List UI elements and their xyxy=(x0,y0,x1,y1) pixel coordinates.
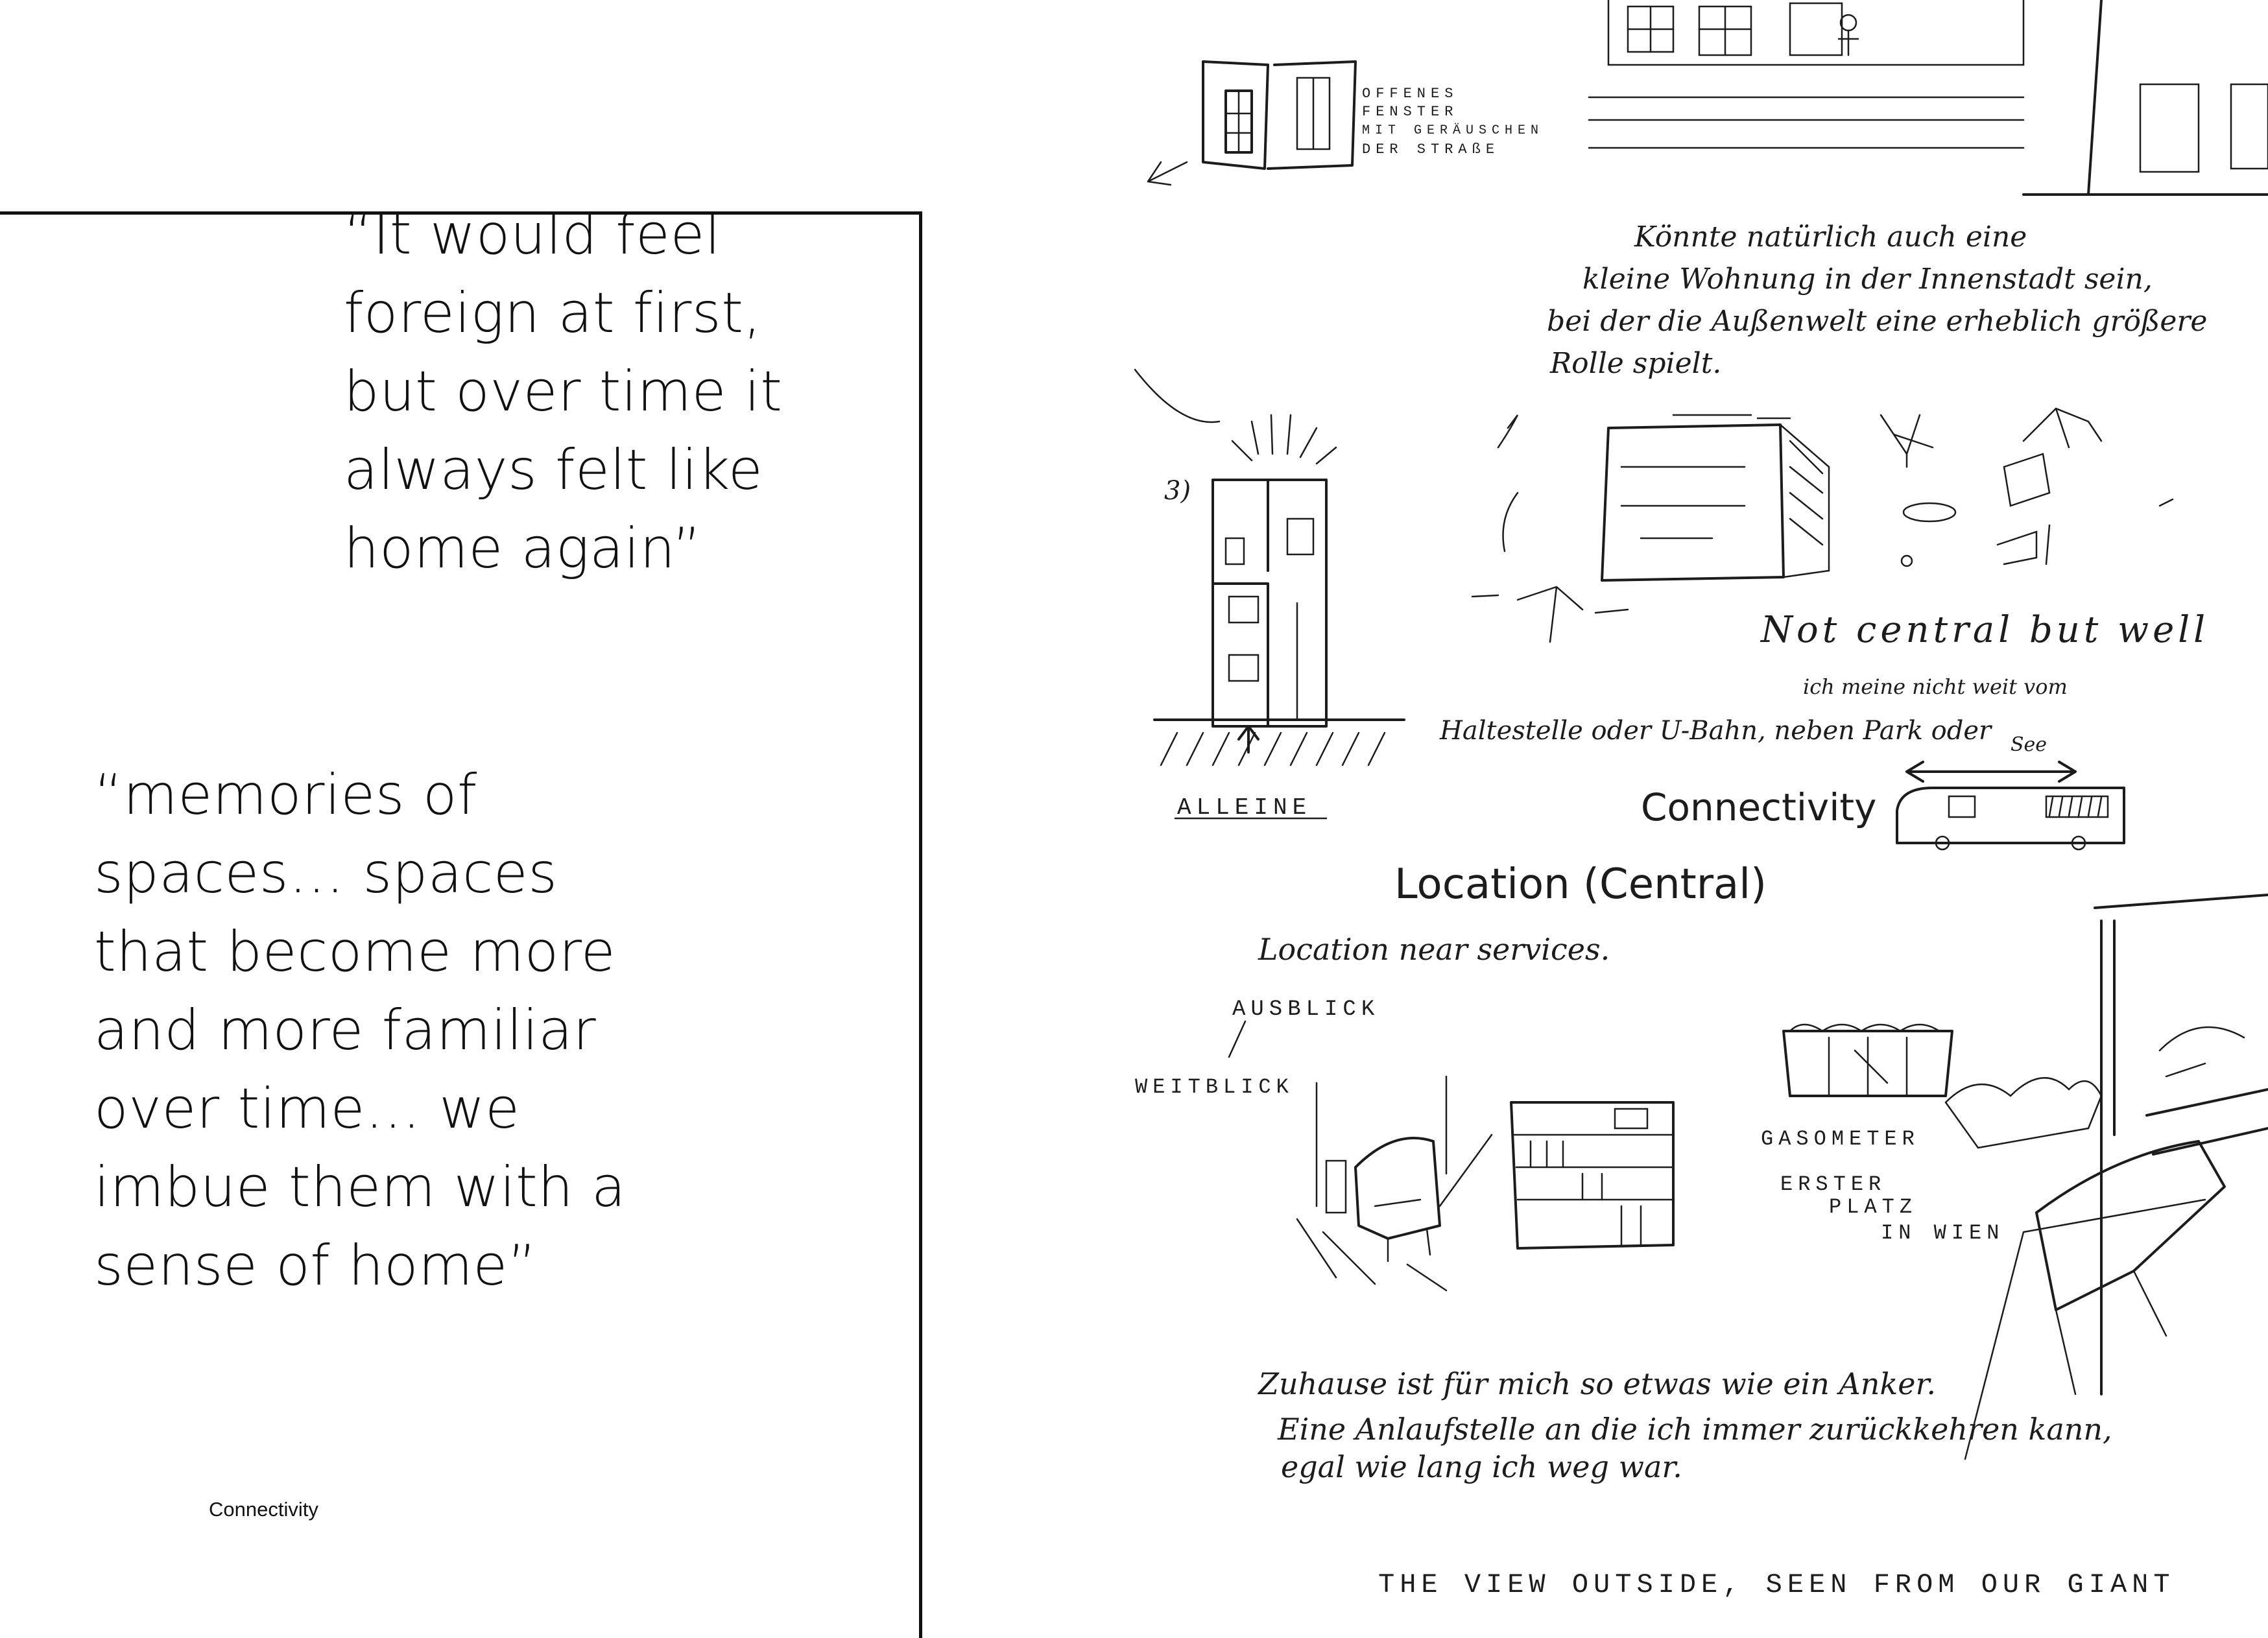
section-caption: Connectivity xyxy=(209,1498,318,1521)
gasometer-sketch xyxy=(1761,1025,2101,1245)
gasometer-line: ERSTER xyxy=(1780,1172,1887,1196)
quote-first-line: but over time it xyxy=(344,359,783,424)
german-note xyxy=(1547,220,2207,380)
living-room-sketch xyxy=(1297,1076,1673,1290)
quote-first-line: always felt like xyxy=(344,438,763,503)
quote-second-line: imbue them with a xyxy=(94,1155,627,1220)
german-note-line: kleine Wohnung in der Innenstadt sein, xyxy=(1582,263,2153,296)
floor-plan-sketch xyxy=(1135,370,1404,821)
location-notes xyxy=(1135,861,1767,1099)
german-note-line: Rolle spielt. xyxy=(1550,347,1722,380)
plan-label: ALLEINE xyxy=(1177,794,1312,821)
zuhause-line: Eine Anlaufstelle an die ich immer zurückkehren kann, xyxy=(1278,1412,2112,1447)
window-note-line: FENSTER xyxy=(1362,104,1459,120)
plan-number: 3) xyxy=(1164,476,1191,506)
connectivity-note xyxy=(1641,762,2124,849)
quote-second-line: and more familiar xyxy=(94,998,597,1063)
window-note-line: OFFENES xyxy=(1362,86,1459,102)
gasometer-line: PLATZ xyxy=(1829,1195,1918,1219)
not-central-note xyxy=(1439,609,2209,756)
gasometer-line: IN WIEN xyxy=(1881,1221,2005,1245)
building-sketch xyxy=(1589,0,2268,195)
open-window-sketch xyxy=(1148,62,1544,185)
location-services-text: Location near services. xyxy=(1258,932,1610,967)
quote-second xyxy=(94,756,626,1305)
quote-first-line: home again” xyxy=(344,516,702,581)
quote-second-line: “memories of xyxy=(94,763,477,827)
german-note-line: bei der die Außenwelt eine erheblich größere xyxy=(1547,305,2208,338)
room-perspective-sketch xyxy=(1472,409,2173,642)
location-central-text: Location (Central) xyxy=(1394,861,1767,908)
ich-meine-text: ich meine nicht weit vom xyxy=(1803,674,2068,699)
quote-first-line: “It would feel xyxy=(344,202,721,267)
ausblick-text: AUSBLICK xyxy=(1232,997,1380,1022)
see-text: See xyxy=(2011,733,2047,756)
window-note-line: MIT GERÄUSCHEN xyxy=(1362,123,1544,138)
zuhause-line: Zuhause ist für mich so etwas wie ein Anker. xyxy=(1258,1366,1937,1401)
quote-first xyxy=(344,196,783,588)
german-note-line: Könnte natürlich auch eine xyxy=(1634,220,2027,254)
connectivity-text: Connectivity xyxy=(1641,785,1877,829)
quote-second-line: sense of home” xyxy=(94,1233,537,1298)
quote-second-line: spaces… spaces xyxy=(94,841,558,906)
view-outside-caption: THE VIEW OUTSIDE, SEEN FROM OUR GIANT xyxy=(1378,1569,2175,1600)
quote-second-line: over time… we xyxy=(94,1076,520,1141)
zuhause-line: egal wie lang ich weg war. xyxy=(1281,1449,1682,1484)
quote-second-line: that become more xyxy=(94,920,616,984)
haltestelle-text: Haltestelle oder U-Bahn, neben Park oder xyxy=(1440,716,1992,746)
weitblick-text: WEITBLICK xyxy=(1135,1075,1294,1099)
sketch-page xyxy=(1103,0,2268,1609)
couch-sketch xyxy=(1965,895,2268,1459)
window-note-line: DER STRAßE xyxy=(1362,141,1500,158)
gasometer-line: GASOMETER xyxy=(1761,1127,1920,1151)
not-central-text: Not central but well xyxy=(1761,609,2210,651)
quote-first-line: foreign at first, xyxy=(344,281,762,346)
